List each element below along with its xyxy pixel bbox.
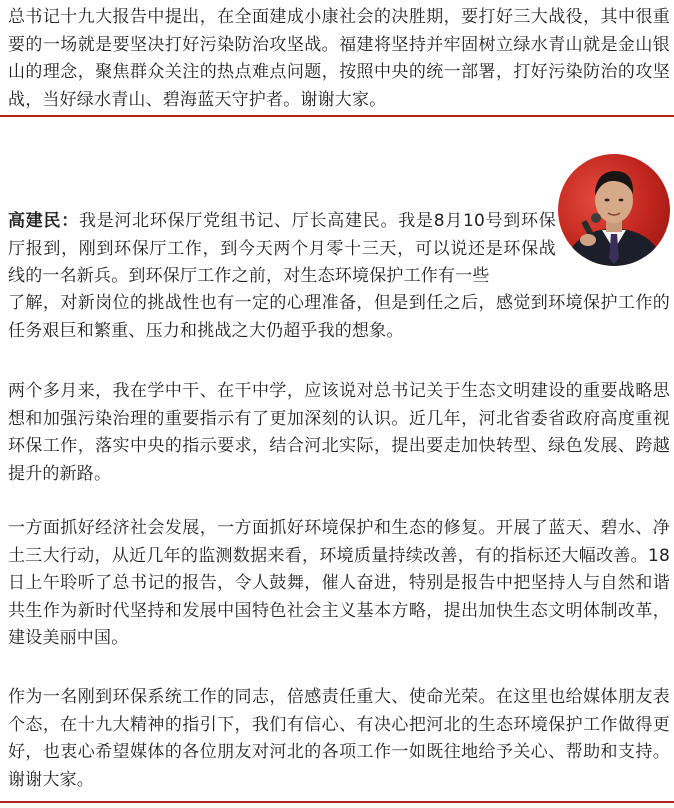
intro-paragraph: 总书记十九大报告中提出，在全面建成小康社会的决胜期，要打好三大战役，其中很重要的一场就是要坚决打好污染防治攻坚战。福建将坚持并牢固树立绿水青山就是金山银山的理念，聚焦群众关注的热点难点问题，按照中央的统一部署，打好污染防治的攻坚战，当好绿水青山、碧海蓝天守护者。谢谢大家。 <box>8 7 670 110</box>
speaker-portrait-icon <box>558 154 670 266</box>
paragraph-two: 两个多月来，我在学中干、在干中学，应该说对总书记关于生态文明建设的重要战略思想和加强污染治理的重要指示有了更加深刻的认识。近几年，河北省委省政府高度重视环保工作，落实中央的指示要求，结合河北实际，提出要走加快转型、绿色发展、跨越提升的新路。 <box>8 381 670 484</box>
paragraph-four: 作为一名刚到环保系统工作的同志，倍感责任重大、使命光荣。在这里也给媒体朋友表个态，在十九大精神的指引下，我们有信心、有决心把河北的生态环境保护工作做得更好，也衷心希望媒体的各位朋友对河北的各项工作一如既往地给予关心、帮助和支持。谢谢大家。 <box>8 687 670 790</box>
speaker-avatar <box>558 154 670 266</box>
speaker-paragraph-head-text: 我是河北环保厅党组书记、厅长高建民。我是8月10号到环保厅报到，刚到环保厅工作，到今天两个月零十三天，可以说还是环保战线的一名新兵。到环保厅工作之前，对生态环境保护工作有一些 <box>8 211 556 286</box>
speaker-name: 高建民： <box>8 211 79 231</box>
speaker-paragraph-head <box>8 208 556 291</box>
speaker-paragraph-tail: 了解，对新岗位的挑战性也有一定的心理准备，但是到任之后，感觉到环境保护工作的任务艰巨和繁重、压力和挑战之大仍超乎我的想象。 <box>8 293 670 341</box>
section-divider-bottom <box>0 801 674 803</box>
paragraph-three: 一方面抓好经济社会发展，一方面抓好环境保护和生态的修复。开展了蓝天、碧水、净土三大行动，从近几年的监测数据来看，环境质量持续改善，有的指标还大幅改善。18日上午聆听了总书记的报告，令人鼓舞，催人奋进，特别是报告中把坚持人与自然和谐共生作为新时代坚持和发展中国特色社会主义基本方略，提出加快生态文明体制改革，建设美丽中国。 <box>8 518 670 648</box>
section-divider-top <box>0 115 674 117</box>
